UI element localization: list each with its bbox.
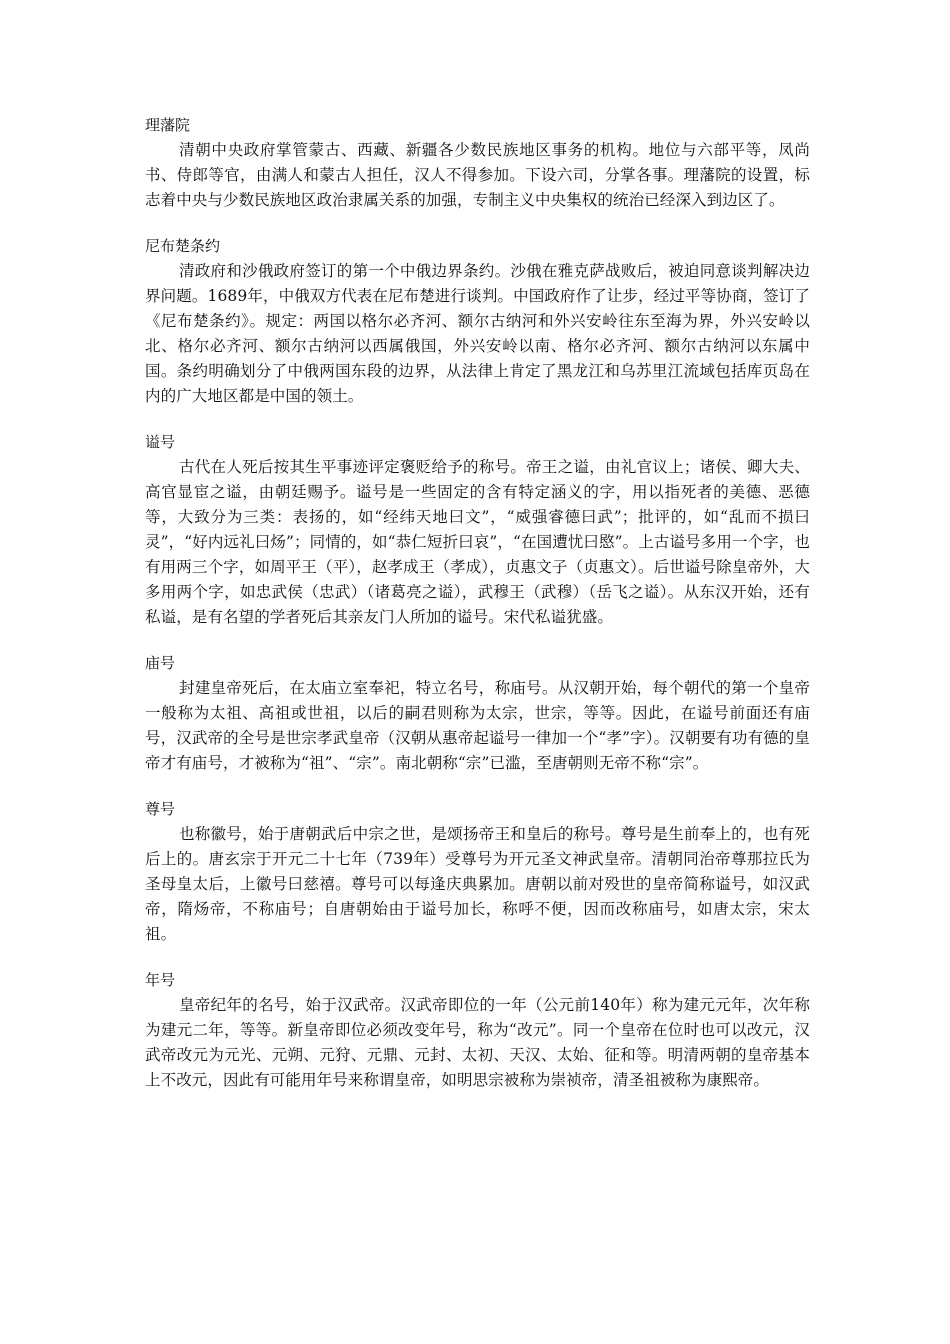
entry-body: 古代在人死后按其生平事迹评定褒贬给予的称号。帝王之谥，由礼官议上；诸侯、卿大夫、高官显宦之谥，由朝廷赐予。谥号是一些固定的含有特定涵义的字，用以指死者的美德、恶德等，大致分为三类：表扬的，如“经纬天地曰文”，“威强睿德曰武”；批评的，如“乱而不损曰灵”，“好内远礼曰炀”；同情的，如“恭仁短折曰哀”，“在国遭忧曰愍”。上古谥号多用一个字，也有用两三个字，如周平王（平），赵孝成王（孝成），贞惠文子（贞惠文）。后世谥号除皇帝外，大多用两个字，如忠武侯（忠武）（诸葛亮之谥），武穆王（武穆）（岳飞之谥）。从东汉开始，还有私谥，是有名望的学者死后其亲友门人所加的谥号。宋代私谥犹盛。 <box>145 458 810 626</box>
entry-temple-name <box>145 651 810 776</box>
entry-era-name <box>145 968 810 1093</box>
entry-body: 封建皇帝死后，在太庙立室奉祀，特立名号，称庙号。从汉朝开始，每个朝代的第一个皇帝一般称为太祖、高祖或世祖，以后的嗣君则称为太宗，世宗，等等。因此，在谥号前面还有庙号，汉武帝的全号是世宗孝武皇帝（汉朝从惠帝起谥号一律加一个“孝”字）。汉朝要有功有德的皇帝才有庙号，才被称为“祖”、“宗”。南北朝称“宗”已滥，至唐朝则无帝不称“宗”。 <box>145 679 810 772</box>
entry-lifanyuan <box>145 113 810 213</box>
entry-term: 理藩院 <box>145 116 191 134</box>
entry-body: 皇帝纪年的名号，始于汉武帝。汉武帝即位的一年（公元前140年）称为建元元年，次年称为建元二年，等等。新皇帝即位必须改变年号，称为“改元”。同一个皇帝在位时也可以改元，汉武帝改元为元光、元朔、元狩、元鼎、元封、太初、天汉、太始、征和等。明清两朝的皇帝基本上不改元，因此有可能用年号来称谓皇帝，如明思宗被称为崇祯帝，清圣祖被称为康熙帝。 <box>145 996 810 1089</box>
entry-posthumous-title <box>145 430 810 630</box>
entry-term: 年号 <box>145 971 176 989</box>
entry-body: 清朝中央政府掌管蒙古、西藏、新疆各少数民族地区事务的机构。地位与六部平等，凤尚书、侍郎等官，由满人和蒙古人担任，汉人不得参加。下设六司，分掌各事。理藩院的设置，标志着中央与少数民族地区政治隶属关系的加强，专制主义中央集权的统治已经深入到边区了。 <box>145 141 810 209</box>
entry-term: 尼布楚条约 <box>145 237 221 255</box>
entry-body: 也称徽号，始于唐朝武后中宗之世，是颂扬帝王和皇后的称号。尊号是生前奉上的，也有死后上的。唐玄宗于开元二十七年（739年）受尊号为开元圣文神武皇帝。清朝同治帝尊那拉氏为圣母皇太后，上徽号曰慈禧。尊号可以每逢庆典累加。唐朝以前对殁世的皇帝简称谥号，如汉武帝，隋炀帝，不称庙号；自唐朝始由于谥号加长，称呼不便，因而改称庙号，如唐太宗，宋太祖。 <box>145 825 810 943</box>
entry-honorific-title <box>145 797 810 947</box>
document-page <box>145 113 810 1114</box>
entry-nerchinsk-treaty <box>145 234 810 409</box>
entry-term: 谥号 <box>145 433 176 451</box>
entry-term: 尊号 <box>145 800 176 818</box>
entry-body: 清政府和沙俄政府签订的第一个中俄边界条约。沙俄在雅克萨战败后，被迫同意谈判解决边界问题。1689年，中俄双方代表在尼布楚进行谈判。中国政府作了让步，经过平等协商，签订了《尼布楚条约》。规定：两国以格尔必齐河、额尔古纳河和外兴安岭往东至海为界，外兴安岭以北、格尔必齐河、额尔古纳河以西属俄国，外兴安岭以南、格尔必齐河、额尔古纳河以东属中国。条约明确划分了中俄两国东段的边界，从法律上肯定了黑龙江和乌苏里江流域包括库页岛在内的广大地区都是中国的领土。 <box>145 262 810 405</box>
entry-term: 庙号 <box>145 654 176 672</box>
